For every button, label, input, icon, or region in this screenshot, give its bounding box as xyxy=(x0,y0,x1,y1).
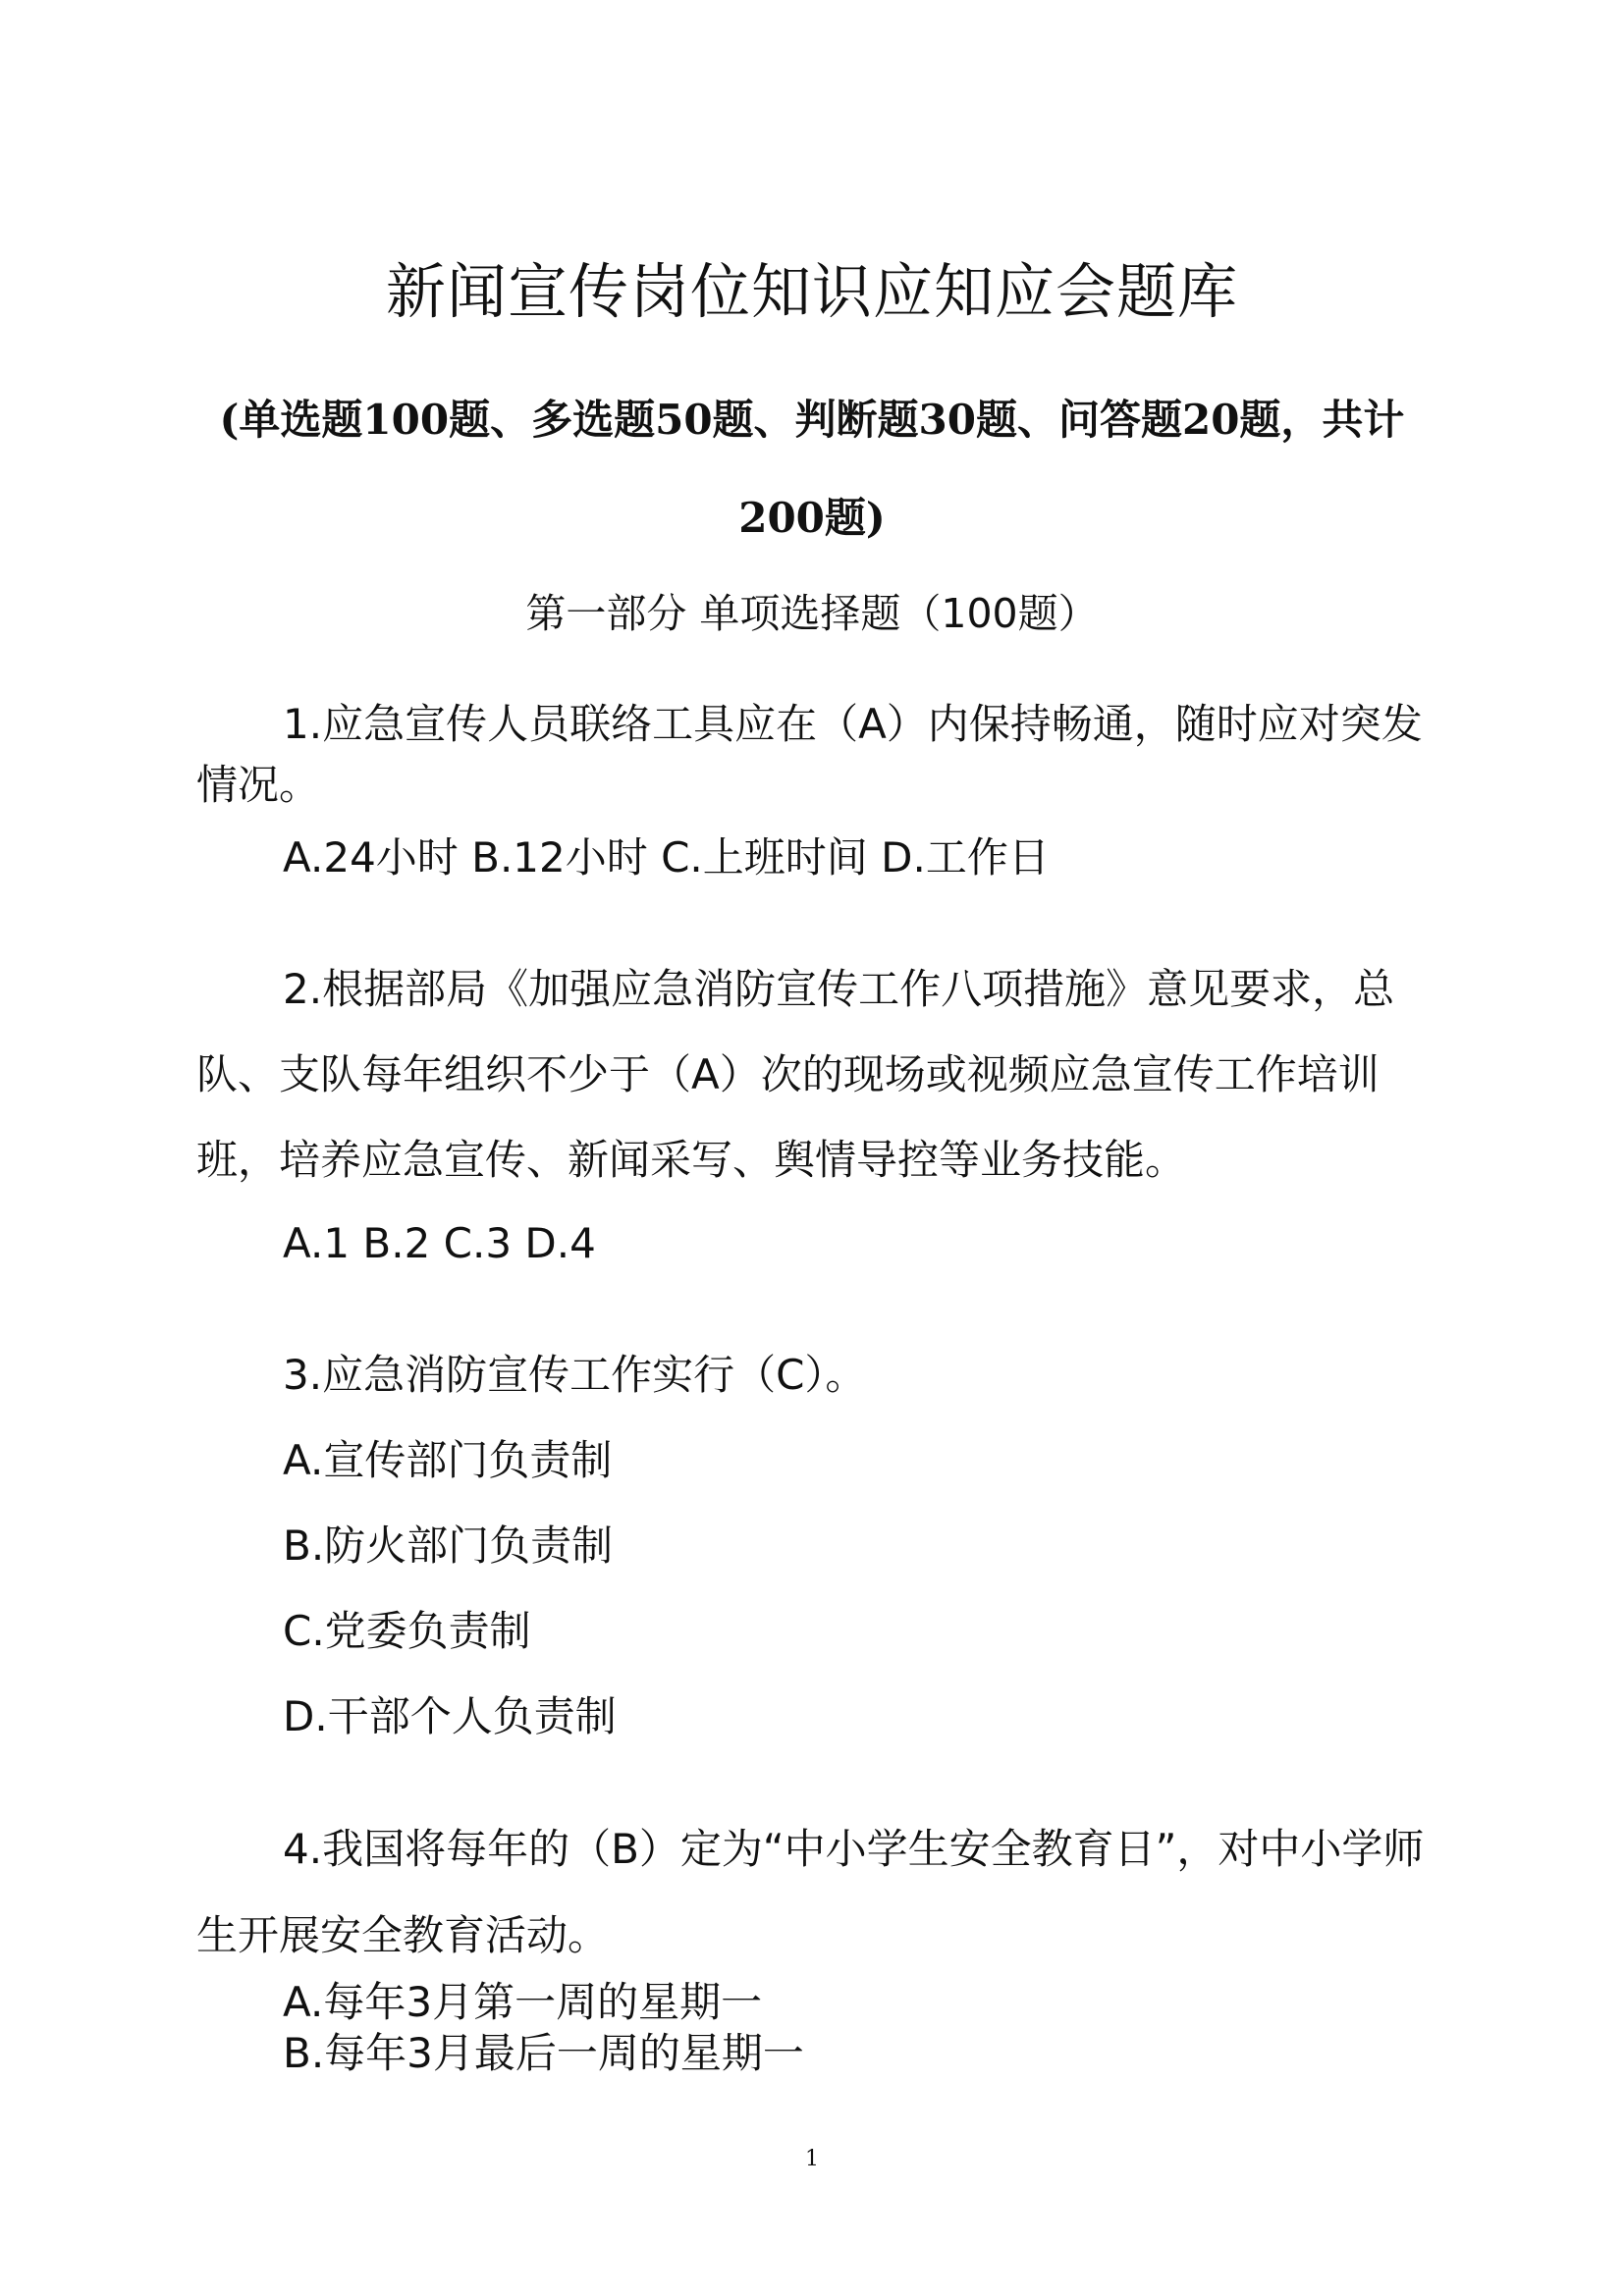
question-3-option-b: B.防火部门负责制 xyxy=(283,1522,614,1570)
document-subtitle: (单选题100题、多选题50题、判断题30题、问答题20题，共计200题) xyxy=(219,396,1405,542)
question-4-option-a: A.每年3月第一周的星期一 xyxy=(283,1978,763,2026)
question-1-options: A.24小时 B.12小时 C.上班时间 D.工作日 xyxy=(283,833,1050,881)
question-3-option-a: A.宣传部门负责制 xyxy=(283,1436,613,1484)
question-3-option-d: D.干部个人负责制 xyxy=(283,1692,617,1740)
document-title: 新闻宣传岗位知识应知应会题库 xyxy=(385,257,1238,327)
question-1-stem: 1.应急宣传人员联络工具应在（A）内保持畅通，随时应对突发情况。 xyxy=(196,700,1423,809)
question-4-option-b: B.每年3月最后一周的星期一 xyxy=(283,2029,804,2077)
page-number: 1 xyxy=(805,2147,819,2171)
question-3-option-c: C.党委负责制 xyxy=(283,1607,531,1655)
question-2-options: A.1 B.2 C.3 D.4 xyxy=(283,1219,596,1267)
question-3-stem: 3.应急消防宣传工作实行（C）。 xyxy=(283,1351,867,1399)
question-2-stem: 2.根据部局《加强应急消防宣传工作八项措施》意见要求，总队、支队每年组织不少于（A）次的现场或视频应急宣传工作培训班，培养应急宣传、新闻采写、舆情导控等业务技能。 xyxy=(196,965,1395,1184)
question-4-stem: 4.我国将每年的（B）定为“中小学生安全教育日”，对中小学师生开展安全教育活动。 xyxy=(196,1825,1425,1959)
section-title: 第一部分 单项选择题（100题） xyxy=(525,590,1099,637)
